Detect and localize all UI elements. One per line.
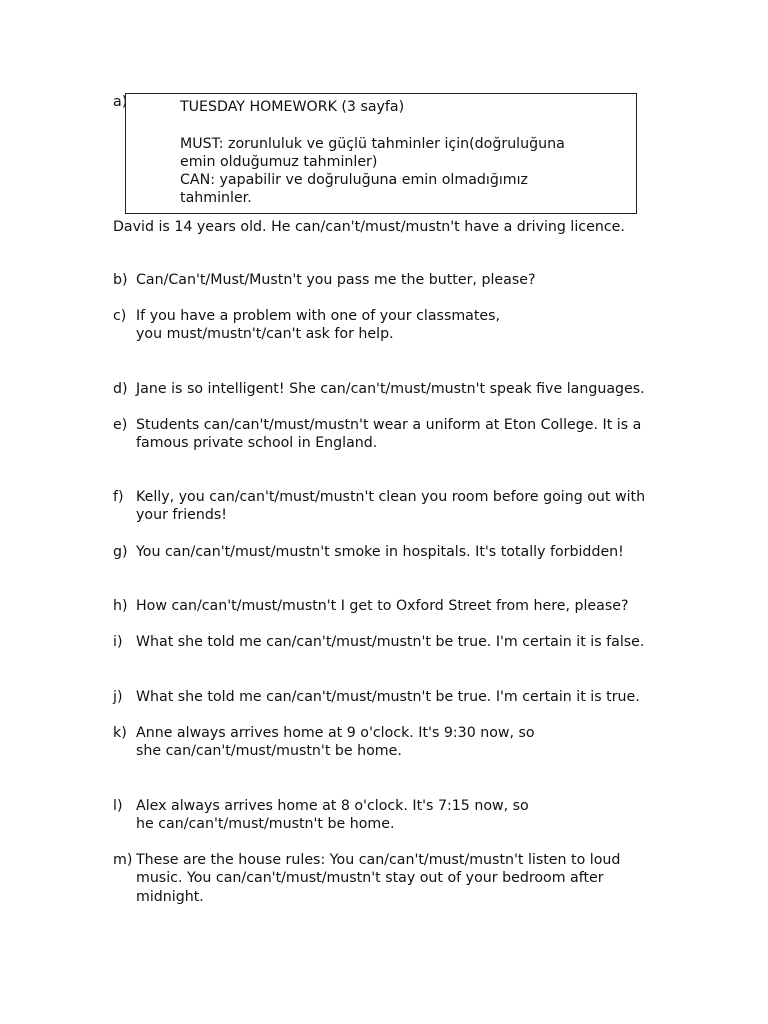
question-text: [136, 488, 696, 525]
question-label: j): [113, 689, 123, 705]
question-label: c): [113, 308, 127, 324]
question-line: famous private school in England.: [136, 435, 378, 452]
question-label: k): [113, 725, 127, 741]
question-line: These are the house rules: You can/can't/must/mustn't listen to loud: [136, 852, 621, 868]
question-line: Kelly, you can/can't/must/mustn't clean you room before going out with: [136, 489, 646, 505]
must-definition: [180, 135, 620, 172]
question-label: a): [113, 94, 128, 110]
question-text: [136, 416, 696, 453]
can-definition-line: tahminler.: [180, 190, 252, 207]
question-text: [136, 797, 696, 834]
question-label: h): [113, 598, 128, 614]
can-definition-line: CAN: yapabilir ve doğruluğuna emin olmadığımız: [180, 172, 528, 188]
question-line: your friends!: [136, 507, 227, 524]
question-label: m): [113, 852, 133, 868]
question-line: Jane is so intelligent! She can/can't/must/mustn't speak five languages.: [136, 381, 645, 397]
question-line: she can/can't/must/mustn't be home.: [136, 743, 402, 760]
question-line: You can/can't/must/mustn't smoke in hospitals. It's totally forbidden!: [136, 544, 624, 560]
question-text: [136, 633, 696, 651]
question-text: [136, 724, 696, 761]
question-line: midnight.: [136, 888, 204, 905]
question-text: [136, 597, 696, 615]
question-a-text: David is 14 years old. He can/can't/must/mustn't have a driving licence.: [113, 219, 625, 235]
can-definition: [180, 171, 620, 208]
question-line: If you have a problem with one of your classmates,: [136, 308, 501, 324]
question-text: [136, 543, 696, 561]
homework-title: TUESDAY HOMEWORK (3 sayfa): [180, 99, 405, 115]
question-label: b): [113, 272, 128, 288]
question-text: [136, 271, 696, 289]
question-label: i): [113, 634, 123, 650]
question-label: d): [113, 381, 128, 397]
question-label: e): [113, 417, 128, 433]
question-text: [136, 380, 696, 398]
question-line: Anne always arrives home at 9 o'clock. It's 9:30 now, so: [136, 725, 535, 741]
question-line: Alex always arrives home at 8 o'clock. It's 7:15 now, so: [136, 798, 529, 814]
question-line: What she told me can/can't/must/mustn't be true. I'm certain it is false.: [136, 634, 645, 650]
question-label: f): [113, 489, 124, 505]
question-text: [136, 307, 696, 344]
question-line: Can/Can't/Must/Mustn't you pass me the butter, please?: [136, 272, 536, 288]
question-line: music. You can/can't/must/mustn't stay out of your bedroom after: [136, 870, 604, 887]
question-line: Students can/can't/must/mustn't wear a uniform at Eton College. It is a: [136, 417, 642, 433]
question-text: [136, 851, 696, 906]
question-line: you must/mustn't/can't ask for help.: [136, 326, 394, 343]
question-line: What she told me can/can't/must/mustn't be true. I'm certain it is true.: [136, 689, 640, 705]
question-line: he can/can't/must/mustn't be home.: [136, 816, 395, 833]
must-definition-line: MUST: zorunluluk ve güçlü tahminler için(doğruluğuna: [180, 136, 565, 152]
question-label: l): [113, 798, 123, 814]
question-label: g): [113, 544, 128, 560]
question-text: [136, 688, 696, 706]
question-line: How can/can't/must/mustn't I get to Oxford Street from here, please?: [136, 598, 629, 614]
homework-info-box: [125, 93, 637, 214]
must-definition-line: emin olduğumuz tahminler): [180, 154, 378, 171]
